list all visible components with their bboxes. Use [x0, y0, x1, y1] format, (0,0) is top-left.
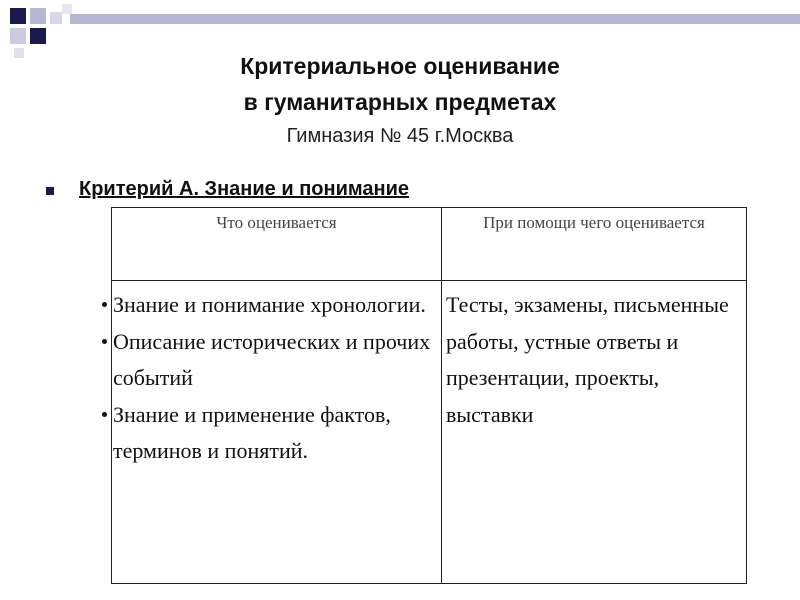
table-header-row — [112, 208, 747, 281]
slide-title-line-1: Критериальное оценивание — [240, 53, 560, 79]
bullet-dot-icon — [102, 412, 107, 417]
list-item-text: Знание и понимание хронологии. — [113, 292, 426, 317]
list-item-text: Знание и применение фактов, терминов и понятий. — [113, 401, 391, 463]
deco-square — [10, 28, 26, 44]
deco-square — [50, 12, 62, 24]
list-item — [112, 397, 441, 470]
cell-what-assessed — [112, 281, 442, 584]
criterion-heading: Критерий А. Знание и понимание — [79, 178, 410, 200]
header-how-assessed: При помощи чего оценивается — [442, 208, 747, 281]
assessment-methods-text: Тесты, экзамены, письменные работы, устные ответы и презентации, проекты, выставки — [446, 292, 729, 427]
list-item-text: Описание исторических и прочих событий — [113, 328, 431, 390]
list-item — [112, 324, 441, 397]
bullet-square-icon — [46, 187, 54, 195]
title-block — [0, 48, 800, 152]
deco-square — [30, 8, 46, 24]
criteria-table — [111, 207, 747, 584]
table-row — [112, 281, 747, 584]
deco-square — [30, 28, 46, 44]
deco-top-band — [70, 14, 800, 24]
bullet-dot-icon — [102, 339, 107, 344]
slide-subtitle: Гимназия № 45 г.Москва — [286, 125, 514, 147]
cell-how-assessed — [442, 281, 747, 584]
assessed-items-list — [112, 287, 441, 470]
bullet-dot-icon — [102, 302, 107, 307]
list-item — [112, 287, 441, 324]
deco-square — [10, 8, 26, 24]
header-what-assessed: Что оценивается — [112, 208, 442, 281]
deco-square — [62, 4, 72, 14]
slide-title-line-2: в гуманитарных предметах — [243, 89, 557, 115]
